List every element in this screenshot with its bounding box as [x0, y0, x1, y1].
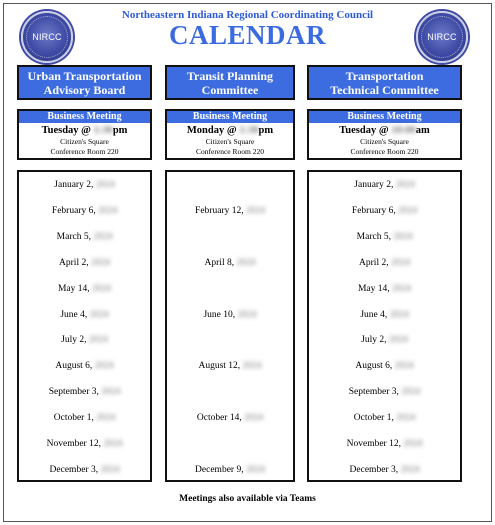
meeting-date — [167, 412, 293, 424]
meeting-date — [309, 309, 460, 321]
date-month-day: June 10, — [203, 309, 236, 320]
date-year-redacted: 2024 — [390, 257, 410, 268]
column-title-ttc — [307, 65, 462, 100]
date-month-day: August 6, — [355, 361, 393, 372]
meeting-date — [19, 179, 150, 191]
date-year-redacted: 2024 — [394, 361, 414, 372]
date-year-redacted: 2024 — [395, 180, 415, 190]
meeting-info-utab — [17, 109, 152, 160]
date-month-day: April 8, — [204, 257, 235, 268]
dates-list-ttc — [307, 170, 462, 482]
meeting-date — [167, 360, 293, 372]
date-year-redacted: 2024 — [100, 464, 120, 475]
date-month-day: December 3, — [349, 464, 399, 475]
meeting-date — [167, 205, 293, 217]
column-title-line2: Committee — [201, 82, 259, 97]
date-month-day: January 2, — [354, 180, 394, 190]
meeting-date — [309, 283, 460, 295]
date-month-day: November 12, — [46, 439, 101, 449]
meeting-label: Business Meeting — [309, 111, 460, 123]
date-month-day: March 5, — [56, 231, 91, 242]
date-year-redacted: 2024 — [237, 309, 257, 320]
date-month-day: May 14, — [357, 283, 390, 294]
page-title: CALENDAR — [168, 20, 326, 50]
meeting-date — [309, 179, 460, 191]
meeting-place-line1: Citizen's Square — [205, 137, 255, 146]
date-month-day: April 2, — [59, 257, 89, 268]
date-year-redacted: 2024 — [403, 439, 423, 449]
meeting-label: Business Meeting — [19, 111, 150, 123]
meeting-date — [309, 386, 460, 398]
logo-text: NIRCC — [427, 32, 457, 42]
date-year-redacted: 2024 — [400, 464, 420, 475]
meeting-time — [167, 124, 293, 137]
dates-list-tpc — [165, 170, 295, 482]
meeting-info-ttc — [307, 109, 462, 160]
date-month-day: July 2, — [61, 335, 87, 346]
date-year-redacted: 2024 — [398, 205, 418, 216]
meeting-date — [19, 386, 150, 398]
date-month-day: January 2, — [54, 180, 94, 190]
date-year-redacted: 2024 — [98, 205, 118, 216]
meeting-date — [309, 257, 460, 269]
meeting-date — [309, 464, 460, 476]
date-month-day: April 2, — [359, 257, 389, 268]
meeting-date — [19, 205, 150, 217]
date-year-redacted: 2024 — [88, 335, 108, 346]
meeting-info-tpc — [165, 109, 295, 160]
date-month-day: October 14, — [196, 413, 242, 424]
meeting-date — [19, 438, 150, 450]
teams-note: Meetings also available via Teams — [179, 494, 316, 504]
date-month-day: June 4, — [360, 309, 388, 320]
date-year-redacted: 2024 — [392, 283, 412, 294]
meeting-date — [19, 283, 150, 295]
meeting-date — [19, 257, 150, 269]
date-year-redacted: 2024 — [245, 205, 265, 216]
column-title-line1: Transportation — [345, 68, 424, 83]
meeting-time-redacted: 1:30 — [93, 125, 113, 136]
column-title-line2: Advisory Board — [43, 82, 126, 97]
meeting-date — [19, 231, 150, 243]
date-month-day: August 6, — [55, 361, 93, 372]
date-month-day: March 5, — [356, 231, 391, 242]
column-title-line1: Transit Planning — [186, 68, 274, 83]
meeting-date — [309, 334, 460, 346]
date-month-day: December 9, — [195, 464, 244, 475]
meeting-date — [309, 438, 460, 450]
meeting-date — [167, 464, 293, 476]
date-month-day: November 12, — [346, 439, 401, 449]
meeting-place-line2: Conference Room 220 — [196, 147, 264, 156]
meeting-date — [309, 360, 460, 372]
meeting-date — [167, 309, 293, 321]
meeting-time — [309, 124, 460, 137]
meeting-date — [19, 309, 150, 321]
date-month-day: February 12, — [195, 205, 244, 216]
dates-list-utab — [17, 170, 152, 482]
meeting-date — [309, 412, 460, 424]
date-year-redacted: 2024 — [96, 413, 116, 424]
date-year-redacted: 2024 — [393, 231, 413, 242]
date-year-redacted: 2024 — [103, 439, 123, 449]
meeting-date — [309, 231, 460, 243]
date-year-redacted: 2024 — [389, 309, 409, 320]
date-year-redacted: 2024 — [94, 361, 114, 372]
date-year-redacted: 2024 — [388, 335, 408, 346]
meeting-date — [167, 257, 293, 269]
date-year-redacted: 2024 — [101, 387, 121, 398]
date-month-day: December 3, — [49, 464, 99, 475]
date-month-day: February 6, — [351, 205, 396, 216]
column-title-tpc — [165, 65, 295, 100]
date-year-redacted: 2024 — [236, 257, 256, 268]
column-title-utab — [17, 65, 152, 100]
date-month-day: February 6, — [51, 205, 96, 216]
date-month-day: May 14, — [57, 283, 90, 294]
date-year-redacted: 2024 — [396, 413, 416, 424]
meeting-date — [19, 464, 150, 476]
meeting-time-redacted: 10:00 — [391, 125, 416, 136]
date-month-day: July 2, — [361, 335, 387, 346]
date-month-day: September 3, — [348, 387, 399, 398]
column-title-line1: Urban Transportation — [27, 68, 142, 83]
meeting-meridiem: am — [415, 125, 430, 136]
date-year-redacted: 2024 — [89, 309, 109, 320]
meeting-place-line2: Conference Room 220 — [50, 147, 119, 156]
meeting-day: Tuesday @ — [339, 125, 389, 136]
meeting-meridiem: pm — [112, 125, 128, 136]
meeting-date — [19, 360, 150, 372]
meeting-time — [19, 124, 150, 137]
date-month-day: August 12, — [198, 361, 241, 372]
date-month-day: October 1, — [353, 413, 394, 424]
column-title-line2: Technical Committee — [330, 82, 439, 97]
council-name: Northeastern Indiana Regional Coordinating Council — [121, 9, 374, 21]
logo-text: NIRCC — [32, 32, 62, 42]
meeting-date — [309, 205, 460, 217]
date-year-redacted: 2024 — [92, 283, 112, 294]
date-year-redacted: 2024 — [93, 231, 113, 242]
date-year-redacted: 2024 — [242, 361, 262, 372]
date-year-redacted: 2024 — [244, 413, 264, 424]
meeting-day: Monday @ — [186, 125, 237, 136]
meeting-day: Tuesday @ — [41, 125, 91, 136]
date-year-redacted: 2024 — [90, 257, 110, 268]
date-month-day: October 1, — [53, 413, 94, 424]
meeting-meridiem: pm — [258, 125, 274, 136]
meeting-label: Business Meeting — [167, 111, 293, 123]
date-year-redacted: 2024 — [95, 180, 115, 190]
meeting-place-line1: Citizen's Square — [360, 137, 409, 146]
meeting-date — [19, 412, 150, 424]
meeting-place-line1: Citizen's Square — [60, 137, 109, 146]
date-month-day: June 4, — [60, 309, 88, 320]
date-year-redacted: 2024 — [245, 464, 265, 475]
meeting-date — [19, 334, 150, 346]
date-month-day: September 3, — [48, 387, 99, 398]
meeting-place-line2: Conference Room 220 — [350, 147, 419, 156]
meeting-time-redacted: 1:30 — [239, 125, 259, 136]
date-year-redacted: 2024 — [401, 387, 421, 398]
